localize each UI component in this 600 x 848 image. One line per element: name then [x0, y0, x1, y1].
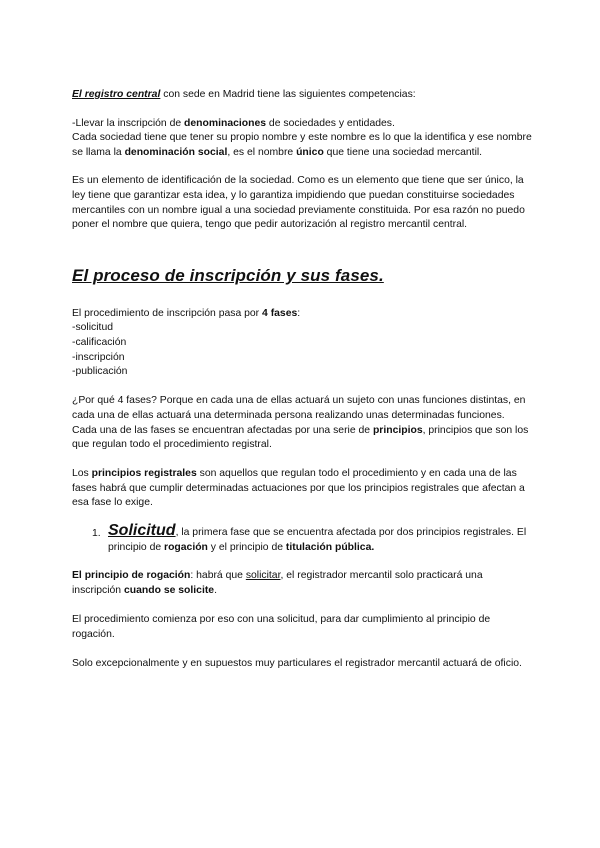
numbered-text — [108, 522, 534, 555]
text: El procedimiento de inscripción pasa por — [72, 307, 263, 319]
text: , principios que son los que regulan todo el procedimiento registral. — [72, 424, 529, 451]
fases-list — [72, 321, 534, 379]
intro-term: El registro central — [72, 89, 161, 100]
principios-serie-paragraph — [72, 424, 534, 453]
list-item: -publicación — [72, 366, 128, 378]
text: que tiene una sociedad mercantil. — [323, 146, 483, 158]
text: y el principio de — [207, 541, 286, 553]
text: : — [297, 307, 301, 319]
bold-denominacion-social: denominación social — [124, 146, 228, 158]
bold-titulacion-publica: titulación pública. — [285, 541, 375, 553]
document-body — [72, 88, 534, 671]
bold-rogacion: rogación — [164, 541, 208, 553]
solicitud-title: Solicitud — [108, 522, 176, 540]
solo-paragraph: Solo excepcionalmente y en supuestos muy particulares el registrador mercantil actuará de oficio. — [72, 657, 522, 669]
list-number: 1. — [92, 528, 101, 540]
text: de sociedades y entidades. — [266, 117, 395, 129]
text: : habrá que — [190, 570, 246, 582]
text: Cada sociedad tiene que tener su propio nombre y este nombre es lo que la identifica y ese nombre se llama la — [72, 132, 532, 158]
text: Cada una de las fases se encuentran afectadas por una serie de — [72, 424, 373, 436]
bold-cuando-se-solicite: cuando se solicite — [123, 584, 215, 596]
numbered-item-solicitud — [92, 522, 534, 555]
procedimiento-paragraph: El procedimiento comienza por eso con una solicitud, para dar cumplimiento al principio de rogación. — [72, 614, 491, 640]
list-item: -inscripción — [72, 351, 125, 363]
text: , el registrador mercantil solo practicará una inscripción — [72, 570, 483, 596]
section-heading: El proceso de inscripción y sus fases. — [72, 265, 384, 285]
underlined-solicitar: solicitar — [245, 570, 281, 582]
denominacion-social-paragraph — [72, 131, 534, 160]
text: Los — [72, 468, 92, 480]
list-item: -calificación — [72, 336, 127, 348]
porque-paragraph: ¿Por qué 4 fases? Porque en cada una de ellas actuará un sujeto con unas funciones distintas, en cada una de ellas actuará una determinada persona realizando unas determinadas funciones. — [72, 395, 526, 421]
text: . — [214, 584, 217, 596]
bold-principio-rogacion: El principio de rogación — [72, 570, 191, 582]
list-item: -solicitud — [72, 322, 113, 334]
bold-unico: único — [296, 146, 324, 158]
text: , es el nombre — [227, 146, 297, 158]
bold-4-fases: 4 fases — [262, 307, 298, 319]
intro-rest: con sede en Madrid tiene las siguientes competencias: — [160, 89, 416, 100]
elemento-paragraph: Es un elemento de identificación de la sociedad. Como es un elemento que tiene que ser único, la ley tiene que garantizar esta idea, y lo garantiza impidiendo que puedan constituirse sociedades mercantiles con un nombre igual a una sociedad previamente constituida. Por esa razón no puedo poner el nombre que quiera, tengo que pedir autorización al registro mercantil central. — [72, 175, 525, 231]
text: -Llevar la inscripción de — [72, 117, 185, 129]
fases-intro — [72, 307, 534, 322]
principios-registrales-paragraph — [72, 467, 534, 511]
text: son aquellos que regulan todo el procedimiento y en cada una de las fases habrá que cumplir determinadas actuaciones por que los principios registrales que afectan a esa fase lo exige. — [72, 468, 525, 509]
rogacion-paragraph — [72, 569, 534, 598]
intro-paragraph — [72, 88, 534, 103]
text: , la primera fase que se encuentra afectada por dos principios registrales. El principio de — [108, 527, 527, 553]
bold-principios-registrales: principios registrales — [91, 468, 197, 480]
bold-principios: principios — [372, 424, 423, 436]
denominaciones-line — [72, 117, 534, 132]
bold-denominaciones: denominaciones — [184, 117, 267, 129]
